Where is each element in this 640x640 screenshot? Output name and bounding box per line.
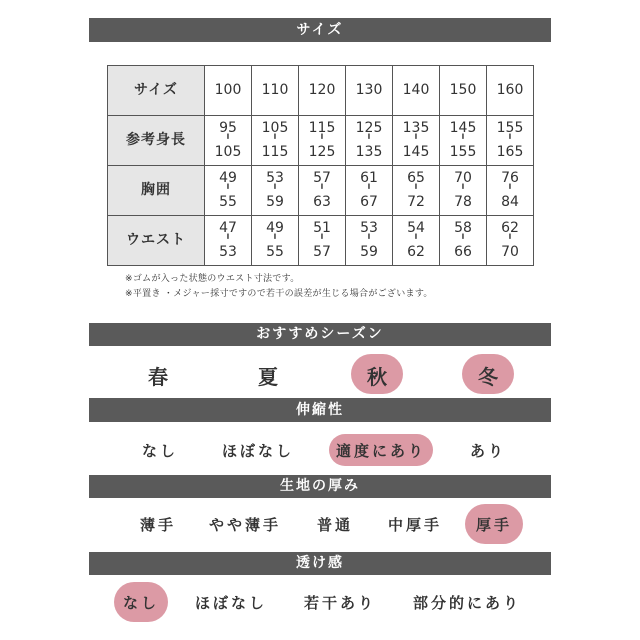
range-cell: 53 ╹ 59	[252, 166, 299, 216]
range-cell: 51 ╹ 57	[299, 216, 346, 266]
thickness-title: 生地の厚み	[280, 478, 360, 494]
thickness-medium-thick: 中厚手	[387, 516, 443, 534]
note-waist: ※ゴムが入った状態のウエスト寸法です。	[125, 274, 300, 284]
season-winter: 冬	[478, 365, 498, 389]
range-cell: 47 ╹ 53	[205, 216, 252, 266]
thickness-slightly-thin: やや薄手	[208, 516, 282, 534]
stretch-bar	[89, 398, 551, 422]
waist-row	[108, 216, 534, 266]
range-cell: 53 ╹ 59	[346, 216, 393, 266]
range-cell: 105 ╹ 115	[252, 116, 299, 166]
range-cell: 135 ╹ 145	[393, 116, 440, 166]
row-label: 胸囲	[108, 166, 205, 216]
note-measure: ※平置き ・メジャー採寸ですので若干の誤差が生じる場合がございます。	[125, 289, 433, 299]
stretch-almost-none: ほぼなし	[221, 442, 295, 460]
range-cell: 57 ╹ 63	[299, 166, 346, 216]
thickness-bar	[89, 475, 551, 498]
height-row	[108, 116, 534, 166]
thickness-normal: 普通	[316, 516, 354, 534]
season-summer: 夏	[258, 365, 278, 389]
thickness-thin: 薄手	[139, 516, 177, 534]
range-cell: 49 ╹ 55	[252, 216, 299, 266]
size-header-label: サイズ	[108, 66, 205, 116]
range-cell: 125 ╹ 135	[346, 116, 393, 166]
size-col: 150	[440, 66, 487, 116]
range-cell: 65 ╹ 72	[393, 166, 440, 216]
sheer-slight: 若干あり	[303, 594, 377, 612]
season-spring: 春	[148, 365, 168, 389]
stretch-none: なし	[141, 442, 179, 460]
range-cell: 95 ╹ 105	[205, 116, 252, 166]
size-col: 140	[393, 66, 440, 116]
sheer-bar	[89, 552, 551, 575]
range-cell: 62 ╹ 70	[487, 216, 534, 266]
size-col: 120	[299, 66, 346, 116]
size-col: 160	[487, 66, 534, 116]
size-header-row	[108, 66, 534, 116]
stretch-yes: あり	[469, 442, 507, 460]
stretch-moderate: 適度にあり	[335, 442, 427, 460]
size-col: 100	[205, 66, 252, 116]
range-cell: 58 ╹ 66	[440, 216, 487, 266]
stretch-title: 伸縮性	[296, 402, 344, 418]
size-section-title: サイズ	[296, 22, 344, 38]
row-label: ウエスト	[108, 216, 205, 266]
range-cell: 54 ╹ 62	[393, 216, 440, 266]
size-col: 130	[346, 66, 393, 116]
sheer-title: 透け感	[296, 555, 344, 571]
sheer-almost-none: ほぼなし	[194, 594, 268, 612]
season-bar	[89, 323, 551, 346]
range-cell: 145 ╹ 155	[440, 116, 487, 166]
chest-row	[108, 166, 534, 216]
size-col: 110	[252, 66, 299, 116]
sheer-none: なし	[122, 594, 160, 612]
thickness-thick: 厚手	[475, 516, 513, 534]
season-autumn: 秋	[367, 365, 387, 389]
size-table	[107, 65, 534, 266]
range-cell: 49 ╹ 55	[205, 166, 252, 216]
range-cell: 61 ╹ 67	[346, 166, 393, 216]
sheer-partial: 部分的にあり	[412, 594, 522, 612]
row-label: 参考身長	[108, 116, 205, 166]
range-cell: 70 ╹ 78	[440, 166, 487, 216]
range-cell: 115 ╹ 125	[299, 116, 346, 166]
season-title: おすすめシーズン	[256, 326, 384, 342]
range-cell: 155 ╹ 165	[487, 116, 534, 166]
range-cell: 76 ╹ 84	[487, 166, 534, 216]
size-section-bar	[89, 18, 551, 42]
